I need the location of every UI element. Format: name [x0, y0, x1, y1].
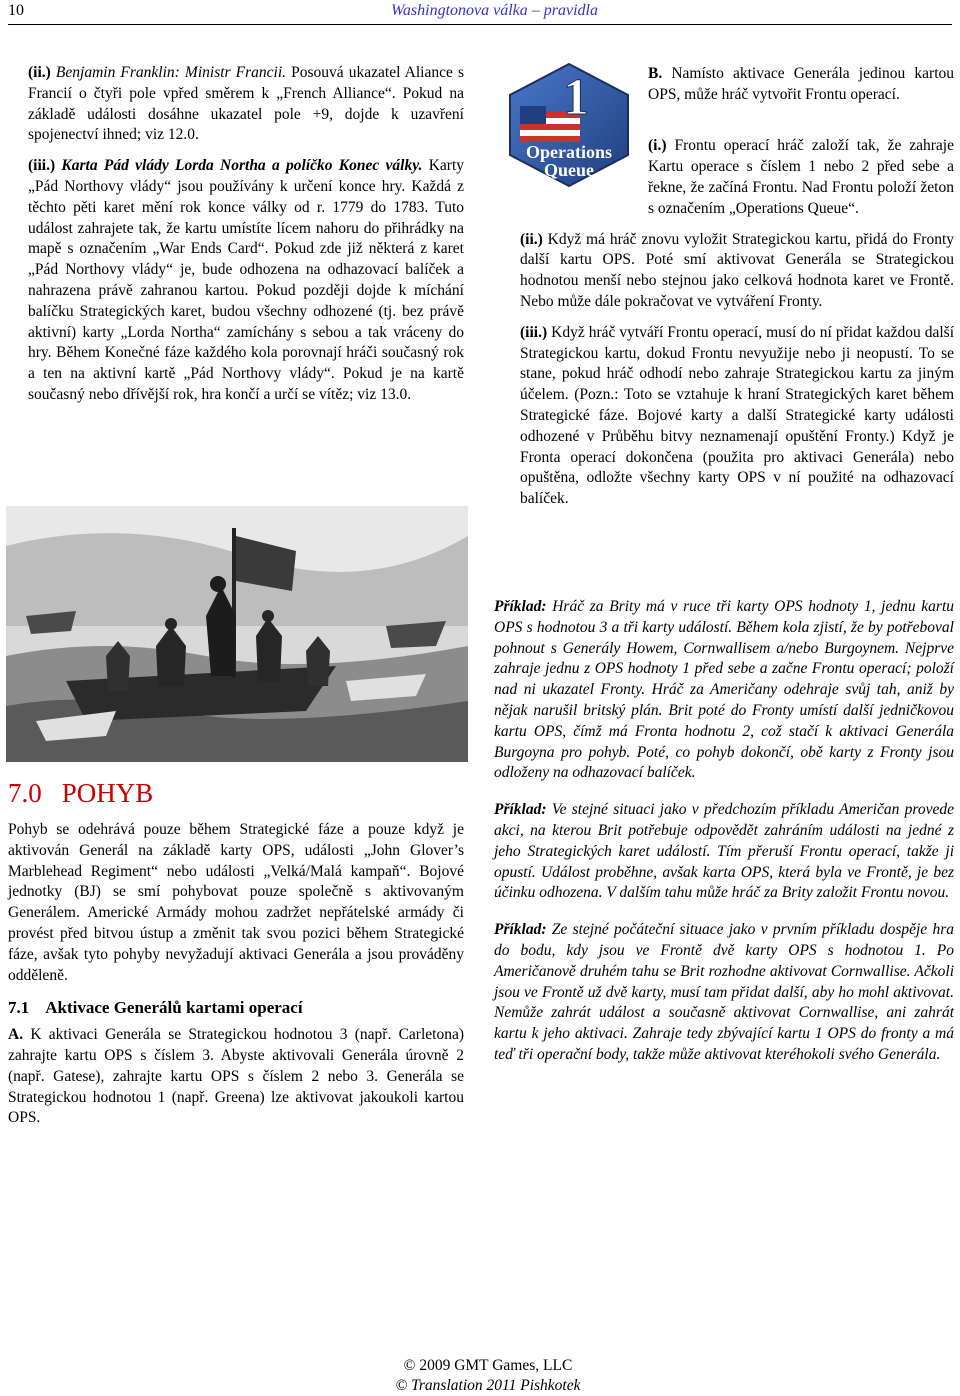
- footer-translation: © Translation 2011 Pishkotek: [395, 1377, 581, 1394]
- example-3-label: Příklad:: [494, 921, 547, 939]
- rule-b: [520, 64, 954, 106]
- running-title: Washingtonova válka – pravidla: [391, 2, 598, 19]
- rule-b-i-text: Frontu operací hráč založí tak, že zahraje Kartu operace s číslem 1 nebo 2 před sebe a řekne, že začíná Frontu. Nad Frontu položí žeton s označením „Operations Queue“.: [648, 137, 954, 217]
- rule-b-ii: [520, 230, 954, 313]
- example-3: [494, 920, 954, 1066]
- section-7-1-title: Aktivace Generálů kartami operací: [45, 998, 303, 1018]
- queue-icon-number: 1: [563, 69, 589, 126]
- rule-ii: [28, 63, 464, 146]
- examples-column: [494, 597, 954, 1066]
- rule-b-ii-label: (ii.): [520, 230, 543, 248]
- rule-a: [8, 1025, 464, 1129]
- rule-iii-title: Karta Pád vlády Lorda Northa a políčko Konec války.: [61, 157, 423, 175]
- rule-iii-text: Karty „Pád Northovy vlády“ jsou používány k určení konce hry. Každá z těchto pěti karet mění rok konce války od r. 1779 do 1783. Tuto událost zahrajete tak, že kartu umístíte lícem nahoru do přihrádky na mapě s označením „War Ends Card“. Pokud zde již některá z karet „Pád Northovy vlády“ je, bude odhozena na odhazovací balíček a nahrazena právě zahranou kartou. Pokud později dojde k míchání balíčku Strategických karet, budou všechny odhozené (tj. bez právě aktivní) karty „Lorda Northa“ zamíchány s sebou a tak vráceny do hry. Během Konečné fáze každého kola porovnají hráči současný rok a ten na aktivní kartě „Pád Northovy vlády“. Pokud je na kartě současný nebo dřívější rok, hra končí a určí se vítěz; viz 13.0.: [28, 157, 465, 403]
- page-footer: [368, 1356, 608, 1396]
- rule-b-iii: [520, 323, 954, 510]
- rule-b-i-body: [520, 136, 954, 219]
- left-bottom-column: [8, 820, 464, 1129]
- example-2-text: Ve stejné situaci jako v předchozím příkladu Američan provede akci, na kterou Brit potřebuje odpovědět zahráním události na jedné z jeho Strategických karet událostí. Tím přeruší Frontu operací, takže ji opustí. Událost proběhne, avšak karta OPS, která byla ve Frontě, je bez účinku odhozena. V dalším tahu může hráč za Brity založit Frontu novou.: [494, 801, 955, 902]
- painting-image: [6, 506, 468, 762]
- queue-icon-line2: Queue: [543, 160, 595, 180]
- section-7-heading: [8, 778, 153, 808]
- right-top-column: [520, 64, 954, 510]
- section-7-1-heading: [8, 998, 464, 1019]
- rule-b-text: Namísto aktivace Generála jedinou kartou OPS, může hráč vytvořit Frontu operací.: [648, 65, 954, 103]
- rule-b-iii-label: (iii.): [520, 323, 548, 341]
- left-top-column: [28, 63, 464, 406]
- section-7-number: 7.0: [8, 778, 42, 808]
- rule-a-label: A.: [8, 1026, 24, 1044]
- footer-copyright: © 2009 GMT Games, LLC: [403, 1357, 573, 1374]
- section-7-title: POHYB: [61, 778, 154, 808]
- rule-iii-label: (iii.): [28, 157, 56, 175]
- example-3-text: Ze stejné počáteční situace jako v prvním příkladu dospěje hra do bodu, kdy jsou ve Frontě dvě karty OPS s hodnotou 1. Po Američanově druhém tahu se Brit rozhodne aktivovat Cornwallise. Ačkoli jsou ve Frontě už dvě karty, musí tam přidat další, aby ho mohl aktivovat. Nemůže zahrát událost a současně aktivovat Cornwallise, ani zahrát kartu k jeho aktivaci. Zahraje tedy zbývající kartu 1 OPS do fronty a má teď tři operační body, takže může aktivovat kteréhokoli svého Generála.: [494, 921, 954, 1063]
- example-1-label: Příklad:: [494, 598, 547, 615]
- rule-ii-title: Benjamin Franklin: Ministr Francii.: [55, 64, 287, 81]
- queue-icon-line1: Operations: [525, 142, 613, 162]
- rule-a-text: K aktivaci Generála se Strategickou hodnotou 3 (např. Carletona) zahrajte kartu OPS s číslem 3. Abyste aktivovali Generála úrovně 2 (např. Gatese), zahrajte kartu OPS s číslem 2 nebo 3. Generála se Strategickou hodnotou 1 (např. Greena) lze aktivovat jakoukoli kartou OPS.: [8, 1026, 465, 1127]
- rule-b-i: [520, 116, 954, 137]
- page-number: 10: [8, 2, 24, 19]
- rule-b-iii-text: Když hráč vytváří Frontu operací, musí do ní přidat každou další Strategickou kartu, dokud Frontu nevyužije nebo ji neopustí. To se stane, pokud hráč odhodí nebo zahraje Strategickou kartu za jiným účelem. (Pozn.: Toto se vztahuje k hraní Strategických karet během Strategické fáze. Bojové karty a další Strategické karty události odhozené v Průběhu bitvy neznamenají opuštění Fronty.) Když je Fronta operací dokončena (použita pro aktivaci Generála) nebo opuštěna, odložte všechny karty OPS v ní použité na odhazovací balíček.: [520, 323, 955, 508]
- rule-ii-label: (ii.): [28, 64, 51, 81]
- page-header: [0, 0, 960, 28]
- section-7-intro: Pohyb se odehrává pouze během Strategické fáze a pouze když je aktivován Generál na základě karty OPS, události „John Glover’s Marblehead Regiment“ nebo události „Velká/Malá kampaň“. Bojové jednotky (BJ) se smí pohybovat pouze společně s aktivovaným Generálem. Americké Armády mohou zadržet nepřátelské armády či provést před bitvou ústup a změnit tak svou pozici během Strategické fáze, avšak tyto pohyby nevyžadují aktivaci Generála a jsou prováděny odděleně.: [8, 821, 464, 984]
- rule-b-ii-text: Když má hráč znovu vyložit Strategickou kartu, přidá do Fronty další kartu OPS. Poté smí aktivovat Generála se Strategickou hodnotou menší nebo stejnou jako celková hodnota karet ve Frontě. Nebo může dále pokračovat ve vytváření Fronty.: [520, 230, 955, 310]
- example-1: [494, 597, 954, 784]
- example-2-label: Příklad:: [494, 801, 547, 819]
- example-2: [494, 800, 954, 904]
- rule-b-label: B.: [648, 65, 663, 82]
- header-rule: [8, 24, 952, 25]
- example-1-text: Hráč za Brity má v ruce tři karty OPS hodnoty 1, jednu kartu OPS s hodnotou 3 a tři karty událostí. Během kola zjistí, že by potřeboval pohnout s Generály Howem, Cornwallisem a/nebo Burgoynem. Nejprve zahraje jednu z OPS hodnoty 1 před sebe a začne Frontu operací; položí nad ni ukazatel Fronty. Hráč za Američany odehraje svůj tah, aniž by nějak narušil britský plán. Brit poté do Fronty umístí další jedničkovou kartu OPS, čímž má Fronta hodnotu 2, což stačí k aktivaci Generála Burgoyna pro pohyb. Poté, co pohyb dokončí, obě karty z Fronty jsou odloženy na odhazovací balíček.: [494, 598, 954, 782]
- washington-crossing-painting: [6, 506, 468, 762]
- section-7-1-number: 7.1: [8, 998, 30, 1018]
- rule-ii-text: Posouvá ukazatel Aliance s Francií o čtyři pole vpřed směrem k „French Alliance“. Pokud na základě události dosáhne ukazatel pole +9, dojde k uzavření spojenectví ihned; viz 12.0.: [28, 64, 464, 144]
- rule-b-i-label: (i.): [648, 137, 667, 155]
- rule-iii: [28, 156, 464, 406]
